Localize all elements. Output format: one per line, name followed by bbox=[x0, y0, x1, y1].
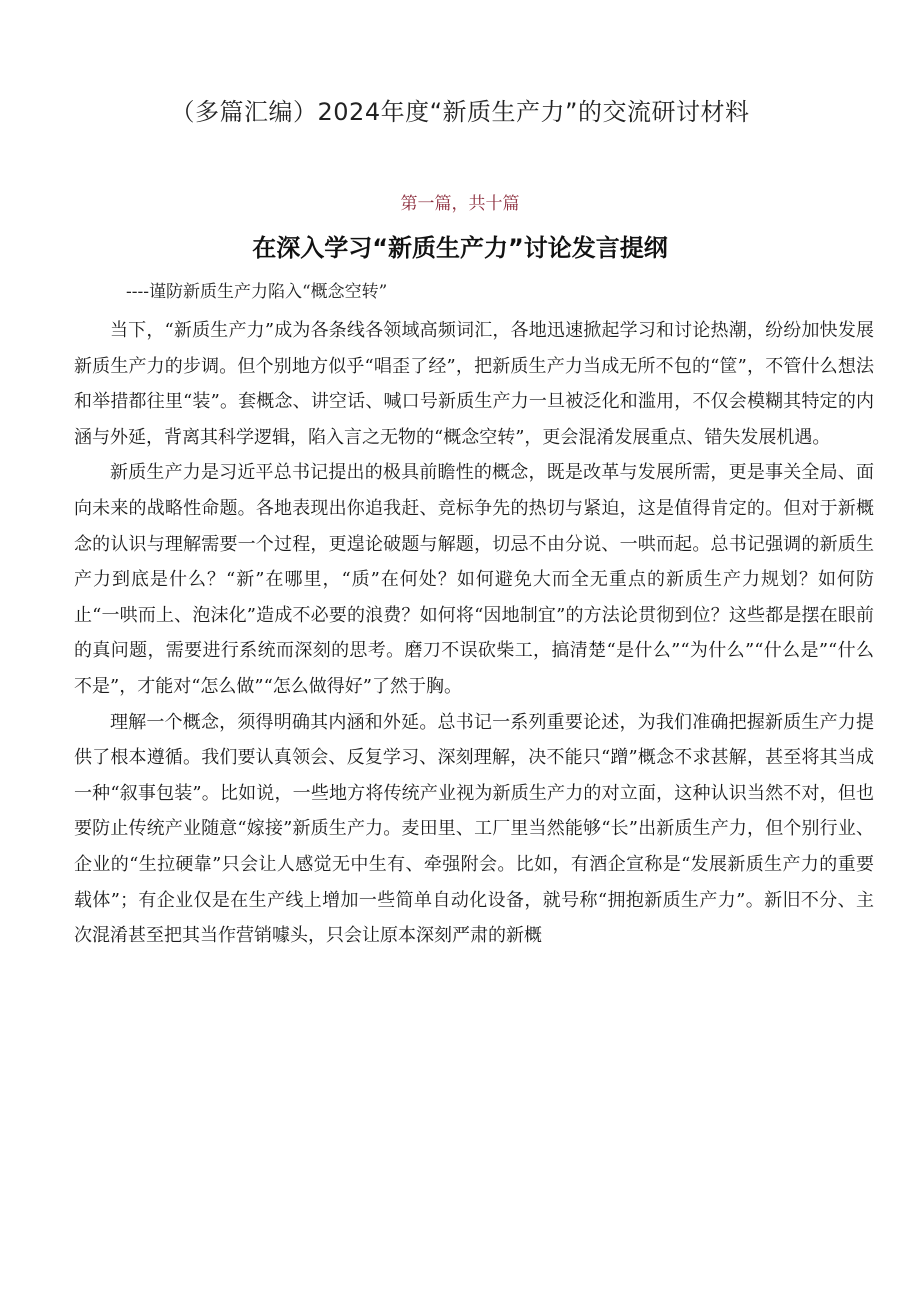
speech-title: 在深入学习“新质生产力”讨论发言提纲 bbox=[252, 234, 668, 262]
part-label: 第一篇，共十篇 bbox=[400, 194, 520, 214]
subtitle: ----谨防新质生产力陷入“概念空转” bbox=[126, 282, 388, 302]
paragraph-2: 新质生产力是习近平总书记提出的极具前瞻性的概念，既是改革与发展所需，更是事关全局、面向未来的战略性命题。各地表现出你追我赶、竞标争先的热切与紧迫，这是值得肯定的。但对于新概念的认识与理解需要一个过程，更遑论破题与解题，切忌不由分说、一哄而起。总书记强调的新质生产力到底是什么？“新”在哪里，“质”在何处？如何避免大而全无重点的新质生产力规划？如何防止“一哄而上、泡沫化”造成不必要的浪费？如何将“因地制宜”的方法论贯彻到位？这些都是摆在眼前的真问题，需要进行系统而深刻的思考。磨刀不误砍柴工，搞清楚“是什么”“为什么”“什么是”“什么不是”，才能对“怎么做”“怎么做得好”了然于胸。 bbox=[74, 462, 874, 697]
document-body bbox=[74, 313, 874, 954]
document-title: （多篇汇编）2024年度“新质生产力”的交流研讨材料 bbox=[170, 98, 750, 126]
paragraph-3: 理解一个概念，须得明确其内涵和外延。总书记一系列重要论述，为我们准确把握新质生产力提供了根本遵循。我们要认真领会、反复学习、深刻理解，决不能只“蹭”概念不求甚解，甚至将其当成一种“叙事包装”。比如说，一些地方将传统产业视为新质生产力的对立面，这种认识当然不对，但也要防止传统产业随意“嫁接”新质生产力。麦田里、工厂里当然能够“长”出新质生产力，但个别行业、企业的“生拉硬靠”只会让人感觉无中生有、牵强附会。比如，有酒企宣称是“发展新质生产力的重要载体”；有企业仅是在生产线上增加一些简单自动化设备，就号称“拥抱新质生产力”。新旧不分、主次混淆甚至把其当作营销噱头，只会让原本深刻严肃的新概 bbox=[74, 711, 874, 947]
paragraph-1: 当下，“新质生产力”成为各条线各领域高频词汇，各地迅速掀起学习和讨论热潮，纷纷加快发展新质生产力的步调。但个别地方似乎“唱歪了经”，把新质生产力当成无所不包的“筐”，不管什么想法和举措都往里“装”。套概念、讲空话、喊口号新质生产力一旦被泛化和滥用，不仅会模糊其特定的内涵与外延，背离其科学逻辑，陷入言之无物的“概念空转”，更会混淆发展重点、错失发展机遇。 bbox=[74, 320, 874, 448]
